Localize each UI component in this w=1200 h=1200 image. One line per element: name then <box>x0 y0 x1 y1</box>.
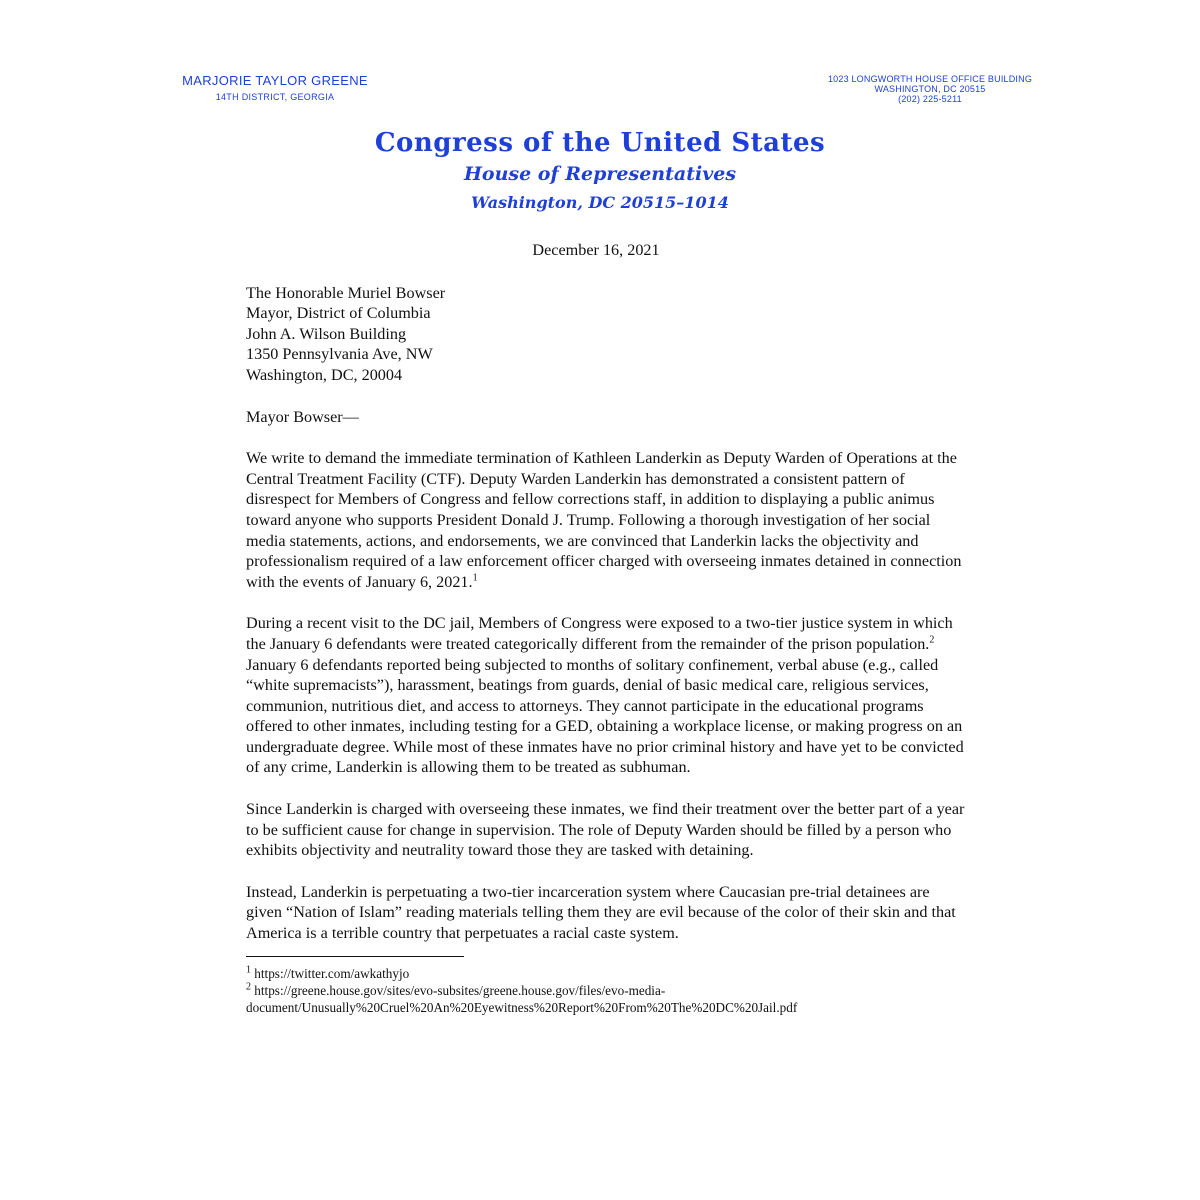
office-address: 1023 LONGWORTH HOUSE OFFICE BUILDING <box>827 74 1033 84</box>
masthead-congress: Congress of the United States <box>374 128 826 158</box>
paragraph-4: Instead, Landerkin is perpetuating a two-tier incarceration system where Caucasian pre-trial detainees are given “Nation of Islam” reading materials telling them they are evil because of the color of their skin and that America is a terrible country that perpetuates a racial caste system. <box>246 882 956 943</box>
footnote-1-link[interactable]: https://twitter.com/awkathyjo <box>251 965 410 981</box>
footnote-2-link-line1[interactable]: https://greene.house.gov/sites/evo-subsites/greene.house.gov/files/evo-media- <box>251 982 666 998</box>
recipient-address <box>246 283 966 386</box>
footnote-2-continued <box>246 999 966 1016</box>
office-block <box>810 74 1050 104</box>
salutation: Mayor Bowser— <box>246 407 359 426</box>
footnote-2-link-line2[interactable]: document/Unusually%20Cruel%20An%20Eyewitness%20Report%20From%20The%20DC%20Jail.pdf <box>246 999 798 1015</box>
footnotes <box>246 965 966 1016</box>
recipient-line: 1350 Pennsylvania Ave, NW <box>246 345 433 364</box>
paragraph-2 <box>246 613 966 778</box>
footnote-2-number: 2 <box>246 981 251 993</box>
letter-body <box>246 240 966 1016</box>
member-district: 14TH DISTRICT, GEORGIA <box>215 92 335 102</box>
letter-date: December 16, 2021 <box>532 241 660 259</box>
footnote-ref-2: 2 <box>929 634 935 646</box>
office-city: WASHINGTON, DC 20515 <box>874 84 986 94</box>
recipient-line: Mayor, District of Columbia <box>246 304 431 323</box>
recipient-line: The Honorable Muriel Bowser <box>246 283 446 302</box>
footnote-ref-1: 1 <box>472 572 478 584</box>
paragraph-1 <box>246 448 966 592</box>
footnote-1-number: 1 <box>246 964 251 976</box>
paragraph-2-text-b: January 6 defendants reported being subjected to months of solitary confinement, verbal abuse (e.g., called “white supremacists”), harassment, beatings from guards, denial of basic medical care, religious services, communion, nutritious diet, and access to attorneys. They cannot participate in the educational programs offered to other inmates, including testing for a GED, obtaining a workplace license, or making progress on an undergraduate degree. While most of these inmates have no prior criminal history and have yet to be convicted of any crime, Landerkin is allowing them to be treated as subhuman. <box>246 655 964 777</box>
member-name: MARJORIE TAYLOR GREENE <box>182 73 368 88</box>
masthead-house: House of Representatives <box>463 163 737 185</box>
masthead-city: Washington, DC 20515–1014 <box>471 193 729 212</box>
masthead <box>300 126 900 217</box>
footnote-1 <box>246 965 966 982</box>
recipient-line: John A. Wilson Building <box>246 324 407 343</box>
member-block <box>160 73 390 103</box>
paragraph-3: Since Landerkin is charged with overseeing these inmates, we find their treatment over the better part of a year to be sufficient cause for change in supervision. The role of Deputy Warden should be filled by a person who exhibits objectivity and neutrality toward those they are tasked with detaining. <box>246 800 965 860</box>
footnote-divider <box>246 956 464 957</box>
recipient-line: Washington, DC, 20004 <box>246 365 403 384</box>
office-phone: (202) 225-5211 <box>898 94 962 104</box>
paragraph-2-text-a: During a recent visit to the DC jail, Members of Congress were exposed to a two-tier justice system in which the January 6 defendants were treated categorically different from the remainder of the prison population. <box>246 614 953 653</box>
paragraph-1-text: We write to demand the immediate termination of Kathleen Landerkin as Deputy Warden of Operations at the Central Treatment Facility (CTF). Deputy Warden Landerkin has demonstrated a consistent pattern of disrespect for Members of Congress and fellow corrections staff, in addition to displaying a public animus toward anyone who supports President Donald J. Trump. Following a thorough investigation of her social media statements, actions, and endorsements, we are convinced that Landerkin lacks the objectivity and professionalism required of a law enforcement officer charged with overseeing inmates detained in connection with the events of January 6, 2021. <box>246 449 962 591</box>
footnote-2 <box>246 982 966 999</box>
